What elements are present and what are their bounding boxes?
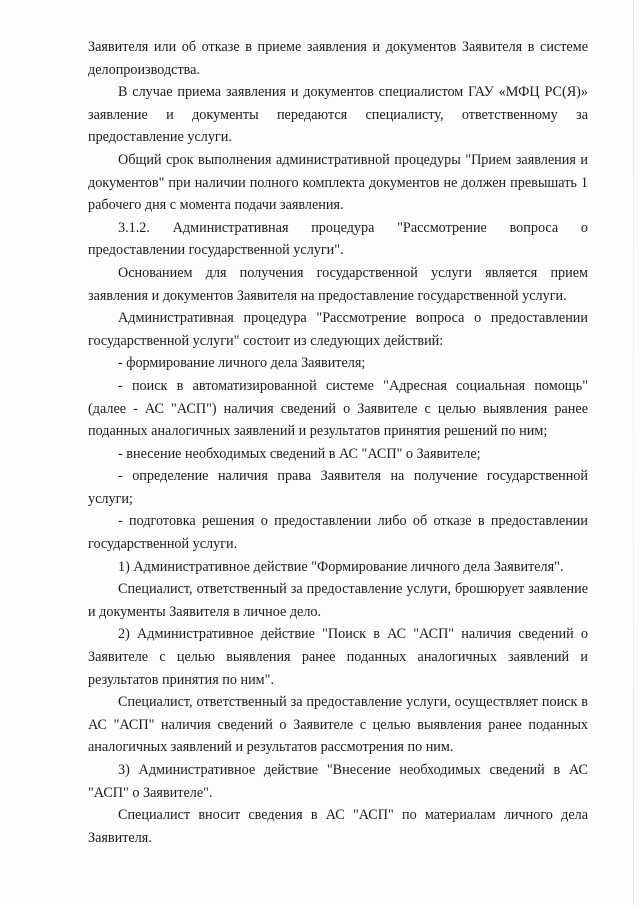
paragraph-term: Общий срок выполнения административной процедуры "Прием заявления и документов" при наличии полного комплекта документов не должен превышать 1 рабочего дня с момента подачи заявления.	[88, 151, 588, 214]
action-heading-2: 2) Административное действие "Поиск в АС "АСП" наличия сведений о Заявителе с целью выявления ранее поданных аналогичных заявлений и результатов принятия по ним".	[88, 626, 588, 688]
paragraph-action-2: Специалист, ответственный за предоставление услуги, осуществляет поиск в АС "АСП" наличия сведений о Заявителе с целью выявления ранее поданных аналогичных заявлений и результатов рассмотрения по ним.	[88, 694, 588, 756]
paragraph-basis: Основанием для получения государственной услуги является прием заявления и документов Заявителя на предоставление государственной услуги.	[88, 264, 588, 304]
list-item: - формирование личного дела Заявителя;	[118, 355, 366, 372]
list-item: - поиск в автоматизированной системе "Адресная социальная помощь" (далее - АС "АСП") наличия сведений о Заявителе с целью выявления ранее поданных аналогичных заявлений и результатов принятия решений по ним;	[88, 377, 588, 440]
section-heading-3-1-2: 3.1.2. Административная процедура "Рассмотрение вопроса о предоставлении государственной услуги".	[88, 219, 588, 259]
paragraph-mfc-transfer: В случае приема заявления и документов специалистом ГАУ «МФЦ РС(Я)» заявление и документы передаются специалисту, ответственному за предоставление услуги.	[88, 84, 588, 146]
continuation-paragraph: Заявителя или об отказе в приеме заявления и документов Заявителя в системе делопроизводства.	[88, 39, 588, 78]
list-item: - подготовка решения о предоставлении либо об отказе в предоставлении государственной услуги.	[88, 513, 588, 553]
scan-edge-shadow	[633, 0, 634, 905]
document-body	[88, 36, 588, 849]
paragraph-procedure-steps: Административная процедура "Рассмотрение вопроса о предоставлении государственной услуги" состоит из следующих действий:	[88, 310, 588, 349]
action-heading-1: 1) Административное действие "Формирование личного дела Заявителя".	[118, 558, 564, 575]
paragraph-action-1: Специалист, ответственный за предоставление услуги, брошюрует заявление и документы Заявителя в личное дело.	[88, 581, 588, 620]
action-heading-3: 3) Административное действие "Внесение необходимых сведений в АС "АСП" о Заявителе".	[88, 762, 588, 801]
list-item: - внесение необходимых сведений в АС "АСП" о Заявителе;	[118, 445, 481, 462]
paragraph-action-3: Специалист вносит сведения в АС "АСП" по материалам личного дела Заявителя.	[88, 807, 588, 846]
list-item: - определение наличия права Заявителя на получение государственной услуги;	[88, 468, 588, 507]
